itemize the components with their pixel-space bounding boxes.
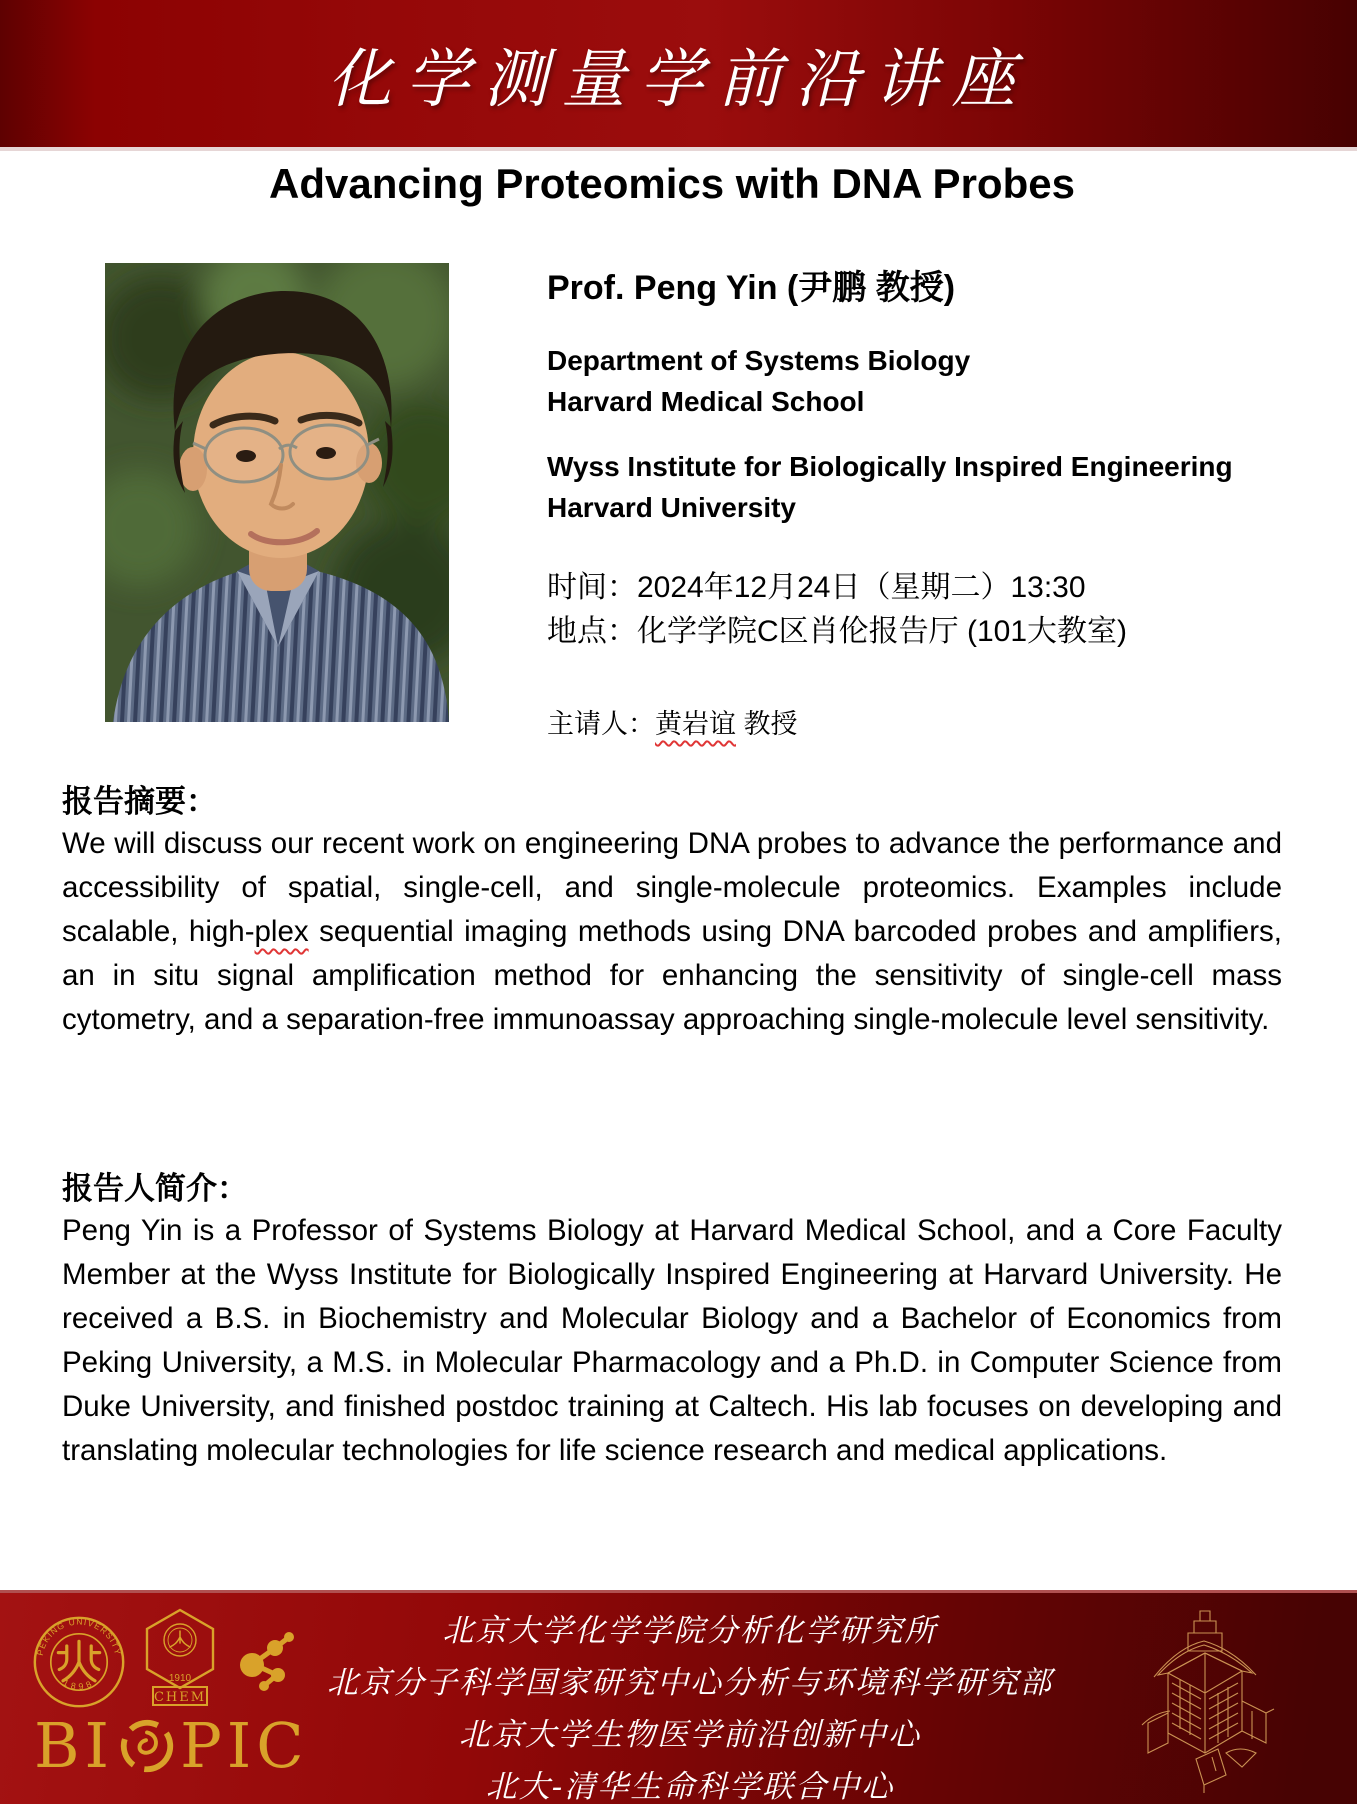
chem-college-logo-icon <box>142 1607 218 1711</box>
speaker-name: Prof. Peng Yin (尹鹏 教授) <box>547 269 956 307</box>
header-banner <box>0 0 1357 151</box>
affiliation-1-line-2: Harvard Medical School <box>547 386 865 417</box>
abstract-text-2: sequential imaging methods using DNA barcoded probes and amplifiers, an in situ signal amplification method for enhancing the sensitivity of single-cell mass cytometry, and a separation-free immunoassay approaching single-molecule level sensitivity. <box>62 915 1282 1036</box>
host-row <box>547 702 798 741</box>
location-label: 地点： <box>547 615 637 648</box>
affiliation-1-line-1: Department of Systems Biology <box>547 345 971 376</box>
host-title: 教授 <box>736 709 798 739</box>
speaker-portrait-illustration <box>105 263 449 722</box>
chem-logo-label: CHEM <box>153 1690 207 1705</box>
abstract-text-1: We will discuss our recent work on engineering DNA probes to advance the performance and accessibility of spatial, single-cell, and single-molecule proteomics. Examples include scalable, high- <box>62 827 1282 948</box>
affiliation-1 <box>547 340 970 422</box>
chem-logo-year: 1910 <box>168 1673 192 1684</box>
pku-seal-glyph <box>58 1641 99 1680</box>
host-label: 主请人： <box>547 709 655 739</box>
biopic-text-right: PIC <box>180 1709 309 1782</box>
biopic-text-left: BI <box>34 1709 115 1782</box>
peking-university-seal-icon <box>32 1615 126 1709</box>
footer-organization-line: 北京大学生物医学前沿创新中心 <box>459 1717 921 1753</box>
affiliation-2-line-2: Harvard University <box>547 492 797 523</box>
footer-organization-line: 北大-清华生命科学联合中心 <box>485 1769 895 1804</box>
pku-seal-year: 1898 <box>61 1677 97 1692</box>
molecule-logo-icon <box>232 1629 296 1693</box>
biopic-swirl-icon <box>116 1715 178 1777</box>
biopic-logo <box>34 1709 309 1782</box>
footer-banner <box>0 1590 1357 1804</box>
location-row <box>547 606 1127 650</box>
host-name: 黄岩谊 <box>655 709 736 739</box>
bio-body: Peng Yin is a Professor of Systems Biology at Harvard Medical School, and a Core Faculty Member at the Wyss Institute for Biologically Inspired Engineering at Harvard University. He received a B.S. in Biochemistry and Molecular Biology and a Bachelor of Economics from Peking University, a M.S. in Molecular Pharmacology and a Ph.D. in Computer Science from Duke University, and finished postdoc training at Caltech. His lab focuses on developing and translating molecular technologies for life science research and medical applications. <box>62 1214 1282 1467</box>
location-value: 化学学院C区肖伦报告厅 (101大教室) <box>637 615 1128 648</box>
page-title: Advancing Proteomics with DNA Probes <box>269 160 1075 207</box>
footer-organizations <box>300 1605 1080 1804</box>
series-title: 化学测量学前沿讲座 <box>327 42 1030 117</box>
footer-organization-line: 北京大学化学学院分析化学研究所 <box>442 1613 938 1649</box>
building-line-art-icon <box>1128 1601 1282 1797</box>
time-value: 2024年12月24日（星期二）13:30 <box>637 571 1086 604</box>
bio-heading: 报告人简介： <box>62 1171 248 1206</box>
affiliation-2-line-1: Wyss Institute for Biologically Inspired Engineering <box>547 451 1233 482</box>
abstract-heading: 报告摘要： <box>62 784 217 819</box>
pku-seal-top-text: PEKING UNIVERSITY <box>34 1616 124 1657</box>
time-label: 时间： <box>547 571 637 604</box>
abstract-flagged-word: plex <box>254 915 309 948</box>
affiliation-2 <box>547 446 1233 528</box>
abstract-body <box>62 822 1282 1042</box>
speaker-photo <box>105 263 449 722</box>
time-row <box>547 562 1086 606</box>
footer-organization-line: 北京分子科学国家研究中心分析与环境科学研究部 <box>327 1665 1053 1701</box>
